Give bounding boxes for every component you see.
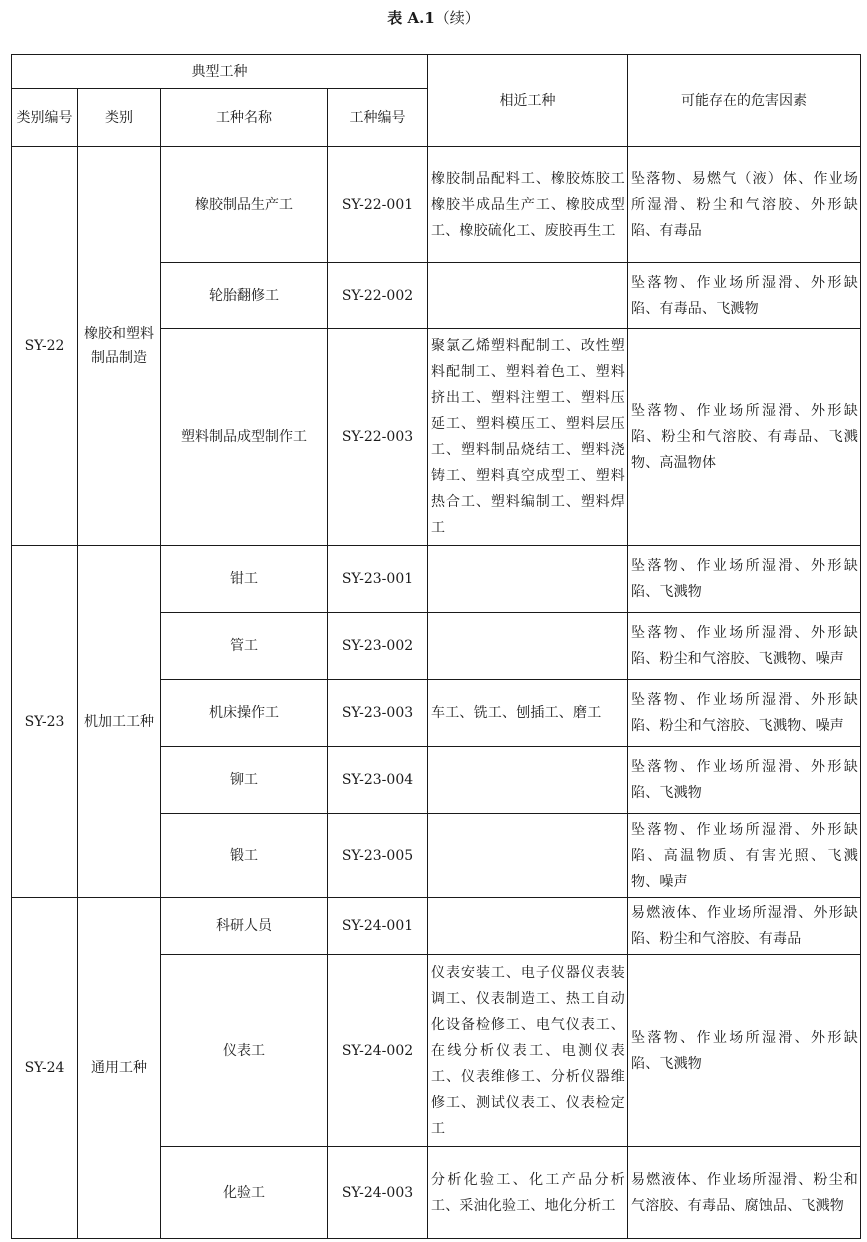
job-name-cell: 化验工 [161,1147,328,1239]
job-code-cell: SY-22-003 [328,329,428,546]
hazards-cell: 坠落物、作业场所湿滑、外形缺陷、粉尘和气溶胶、有毒品、飞溅物、高温物体 [628,329,861,546]
job-code-cell: SY-23-001 [328,546,428,613]
hazards-cell: 坠落物、作业场所湿滑、外形缺陷、粉尘和气溶胶、飞溅物、噪声 [628,680,861,747]
hazards-cell: 坠落物、作业场所湿滑、外形缺陷、有毒品、飞溅物 [628,263,861,329]
hazards-cell: 坠落物、作业场所湿滑、外形缺陷、飞溅物 [628,546,861,613]
header-job-name: 工种名称 [161,89,328,147]
category-cell: 橡胶和塑料制品制造 [78,147,161,546]
hazards-cell: 易燃液体、作业场所湿滑、外形缺陷、粉尘和气溶胶、有毒品 [628,898,861,955]
table-title: 表 A.1（续） [387,9,480,27]
table-row [12,546,861,613]
category-code-cell: SY-22 [12,147,78,546]
category-code-cell: SY-23 [12,546,78,898]
table-row [12,147,861,263]
job-name-cell: 管工 [161,613,328,680]
header-job-code: 工种编号 [328,89,428,147]
job-name-cell: 铆工 [161,747,328,814]
hazards-cell: 坠落物、作业场所湿滑、外形缺陷、高温物质、有害光照、飞溅物、噪声 [628,814,861,898]
job-name-cell: 轮胎翻修工 [161,263,328,329]
header-category-code: 类别编号 [12,89,78,147]
similar-jobs-cell: 聚氯乙烯塑料配制工、改性塑料配制工、塑料着色工、塑料挤出工、塑料注塑工、塑料压延工、塑料模压工、塑料层压工、塑料制品烧结工、塑料浇铸工、塑料真空成型工、塑料热合工、塑料编制工、塑料焊工 [428,329,628,546]
hazard-table [11,54,861,1239]
hazards-cell: 坠落物、作业场所湿滑、外形缺陷、粉尘和气溶胶、飞溅物、噪声 [628,613,861,680]
job-name-cell: 锻工 [161,814,328,898]
header-typical-jobs: 典型工种 [12,55,428,89]
job-name-cell: 橡胶制品生产工 [161,147,328,263]
job-name-cell: 仪表工 [161,955,328,1147]
job-name-cell: 钳工 [161,546,328,613]
job-code-cell: SY-24-001 [328,898,428,955]
job-name-cell: 机床操作工 [161,680,328,747]
hazards-cell: 坠落物、作业场所湿滑、外形缺陷、飞溅物 [628,955,861,1147]
similar-jobs-cell: 分析化验工、化工产品分析工、采油化验工、地化分析工 [428,1147,628,1239]
job-name-cell: 科研人员 [161,898,328,955]
job-code-cell: SY-22-002 [328,263,428,329]
job-code-cell: SY-24-003 [328,1147,428,1239]
similar-jobs-cell: 车工、铣工、刨插工、磨工 [428,680,628,747]
hazards-cell: 易燃液体、作业场所湿滑、粉尘和气溶胶、有毒品、腐蚀品、飞溅物 [628,1147,861,1239]
similar-jobs-cell [428,613,628,680]
similar-jobs-cell [428,546,628,613]
similar-jobs-cell: 仪表安装工、电子仪器仪表装调工、仪表制造工、热工自动化设备检修工、电气仪表工、在线分析仪表工、电测仪表工、仪表维修工、分析仪器维修工、测试仪表工、仪表检定工 [428,955,628,1147]
job-code-cell: SY-24-002 [328,955,428,1147]
similar-jobs-cell [428,747,628,814]
similar-jobs-cell [428,263,628,329]
similar-jobs-cell [428,898,628,955]
similar-jobs-cell [428,814,628,898]
category-cell: 机加工工种 [78,546,161,898]
similar-jobs-cell: 橡胶制品配料工、橡胶炼胶工橡胶半成品生产工、橡胶成型工、橡胶硫化工、废胶再生工 [428,147,628,263]
job-name-cell: 塑料制品成型制作工 [161,329,328,546]
header-similar-jobs: 相近工种 [428,55,628,147]
job-code-cell: SY-22-001 [328,147,428,263]
category-cell: 通用工种 [78,898,161,1239]
job-code-cell: SY-23-003 [328,680,428,747]
header-hazards: 可能存在的危害因素 [628,55,861,147]
table-row [12,898,861,955]
hazards-cell: 坠落物、易燃气（液）体、作业场所湿滑、粉尘和气溶胶、外形缺陷、有毒品 [628,147,861,263]
header-category: 类别 [78,89,161,147]
job-code-cell: SY-23-005 [328,814,428,898]
category-code-cell: SY-24 [12,898,78,1239]
job-code-cell: SY-23-002 [328,613,428,680]
job-code-cell: SY-23-004 [328,747,428,814]
hazards-cell: 坠落物、作业场所湿滑、外形缺陷、飞溅物 [628,747,861,814]
